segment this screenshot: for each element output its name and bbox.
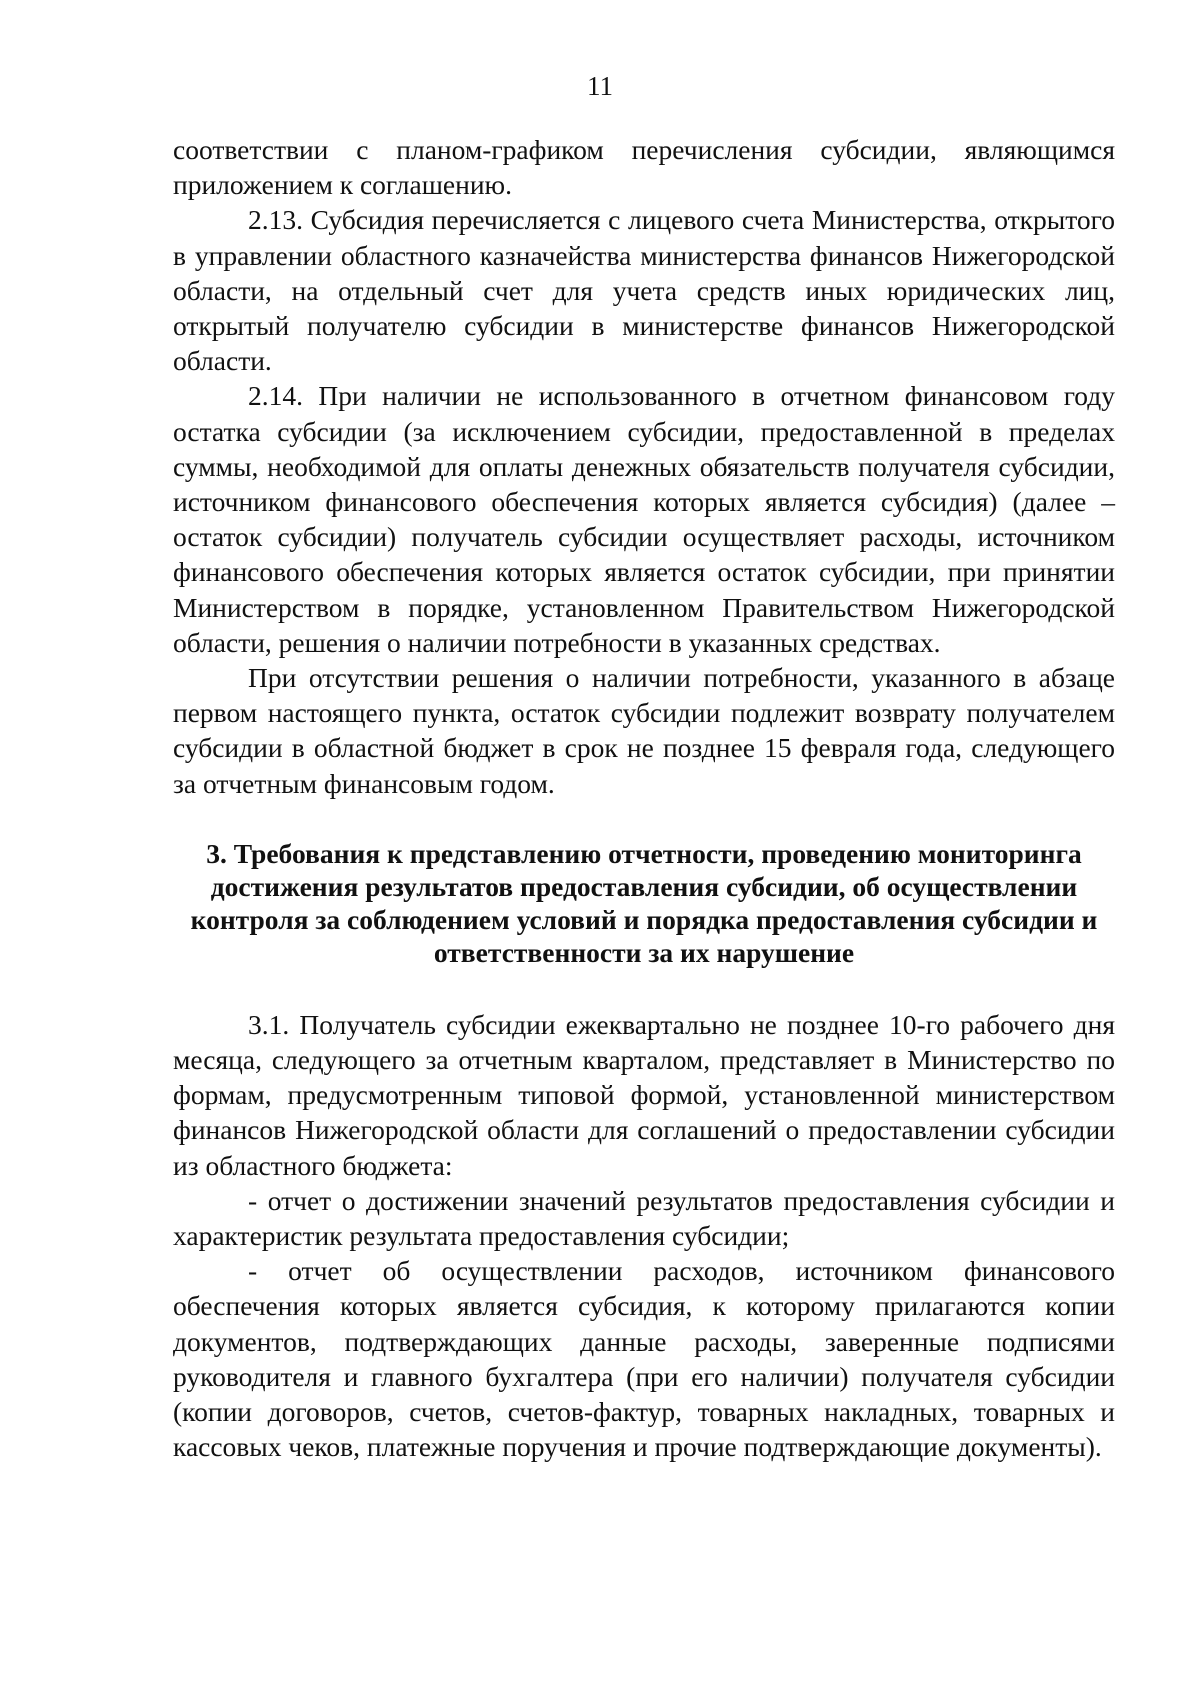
list-item-report-expenses: - отчет об осуществлении расходов, источником финансового обеспечения которых является субсидия, к которому прилагаются копии документов, подтверждающих данные расходы, заверенные подписями руководителя и главного бухгалтера (при его наличии) получателя субсидии (копии договоров, счетов, счетов-фактур, товарных накладных, товарных и кассовых чеков, платежные поручения и прочие подтверждающие документы). bbox=[173, 1255, 1115, 1463]
document-body bbox=[173, 132, 1115, 1465]
paragraph-2-13: 2.13. Субсидия перечисляется с лицевого счета Министерства, открытого в управлении областного казначейства министерства финансов Нижегородской области, на отдельный счет для учета средств иных юридических лиц, открытый получателю субсидии в министерстве финансов Нижегородской области. bbox=[173, 204, 1115, 377]
paragraph-2-14: 2.14. При наличии не использованного в отчетном финансовом году остатка субсидии (за исключением субсидии, предоставленной в пределах суммы, необходимой для оплаты денежных обязательств получателя субсидии, источником финансового обеспечения которых является субсидия) (далее – остаток субсидии) получатель субсидии осуществляет расходы, источником финансового обеспечения которых является остаток субсидии, при принятии Министерством в порядке, установленном Правительством Нижегородской области, решения о наличии потребности в указанных средствах. bbox=[173, 380, 1115, 658]
page-number: 11 bbox=[587, 71, 613, 101]
paragraph-continuation: соответствии с планом-графиком перечисления субсидии, являющимся приложением к соглашению. bbox=[173, 134, 1115, 201]
section-3-heading: 3. Требования к представлению отчетности, проведению мониторинга достижения результатов предоставления субсидии, об осуществлении контроля за соблюдением условий и порядка предоставления субсидии и ответственности за их нарушение bbox=[190, 837, 1098, 968]
list-item-report-results: - отчет о достижении значений результатов предоставления субсидии и характеристик результата предоставления субсидии; bbox=[173, 1184, 1115, 1252]
paragraph-3-1: 3.1. Получатель субсидии ежеквартально не позднее 10-го рабочего дня месяца, следующего за отчетным кварталом, представляет в Министерство по формам, предусмотренным типовой формой, установленной министерством финансов Нижегородской области для соглашений о предоставлении субсидии из областного бюджета: bbox=[173, 1008, 1115, 1181]
paragraph-2-14-second: При отсутствии решения о наличии потребности, указанного в абзаце первом настоящего пункта, остаток субсидии подлежит возврату получателем субсидии в областной бюджет в срок не позднее 15 февраля года, следующего за отчетным финансовым годом. bbox=[173, 662, 1115, 799]
